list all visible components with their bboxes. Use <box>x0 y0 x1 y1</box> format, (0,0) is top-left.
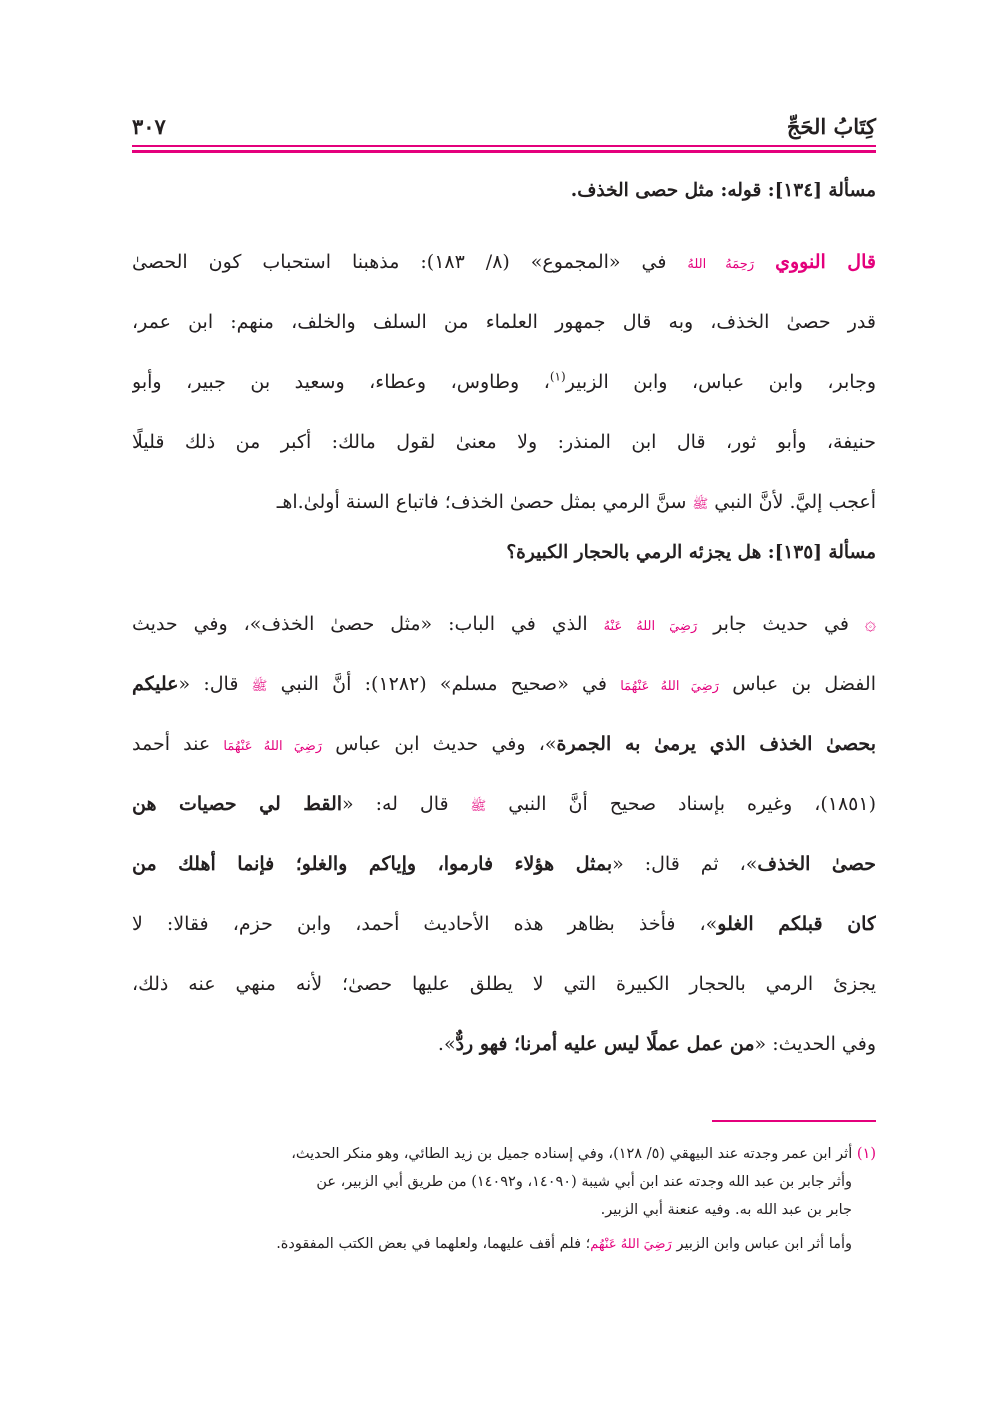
footnote-ref[interactable]: (١) <box>549 369 566 384</box>
text-line: قدر حصىٰ الخذف، وبه قال جمهور العلماء من السلف والخلف، منهم: ابن عمر، <box>132 311 876 333</box>
text-span: »، ثم قال: « <box>612 853 758 875</box>
text-span: قال له: « <box>342 793 449 815</box>
text-span: الذي في الباب: «مثل حصىٰ الخذف»، وفي حديث <box>132 613 588 635</box>
text-line <box>132 352 876 412</box>
text-span: في حديث جابر <box>713 613 849 635</box>
text-span: ؛ فلم أقف عليهما، ولعلهما في بعض الكتب المفقودة. <box>276 1236 591 1252</box>
text-span: سنَّ الرمي بمثل حصىٰ الخذف؛ فاتباع السنة أولىٰ.اهـ <box>276 491 687 513</box>
flower-ornament-icon: ۞ <box>864 613 876 635</box>
header-rule-thick <box>132 150 876 153</box>
footnote-line <box>132 1230 876 1258</box>
text-span: ». <box>437 1033 456 1055</box>
text-span: »، فأخذ بظاهر هذه الأحاديث أحمد، وابن حزم، فقالا: لا <box>132 913 718 935</box>
issue-title: قوله: مثل حصى الخذف. <box>570 180 762 201</box>
footnote-line <box>132 1140 876 1168</box>
text-span: قال: « <box>178 673 239 695</box>
bold-quote: عليكم <box>132 673 179 695</box>
bold-quote: بمثل هؤلاء فارموا، وإياكم والغلو؛ فإنما أهلك من <box>132 853 613 875</box>
text-span: »، وفي حديث ابن عباس <box>335 733 557 755</box>
bold-quote: من عمل عملًا ليس عليه أمرنا؛ فهو ردٌّ <box>455 1033 755 1055</box>
honorific: رَضِيَ اللهُ عَنْهُ <box>603 619 698 634</box>
footnote-separator <box>712 1120 876 1122</box>
text-span: (١٨٥١)، وغيره بإسناد صحيح أنَّ النبي <box>508 793 876 815</box>
footnote-number: (١) <box>856 1146 876 1162</box>
text-span: في «المجموع» (٨/ ١٨٣): مذهبنا استحباب كون الحصىٰ <box>132 251 667 273</box>
honorific: رَضِيَ اللهُ عَنْهُم <box>590 1237 672 1252</box>
running-title: كِتَابُ الحَجِّ <box>786 114 876 139</box>
honorific: ﷺ <box>251 679 268 694</box>
footnote-line: جابر بن عبد الله به. وفيه عنعنة أبي الزبير. <box>600 1202 852 1218</box>
issue-label: مسألة [١٣٤]: <box>767 180 876 201</box>
scholar-name: قال النووي <box>775 251 876 273</box>
main-text <box>132 172 876 1074</box>
issue-heading-135 <box>132 534 876 572</box>
bold-quote: بحصىٰ الخذف الذي يرمىٰ به الجمرة <box>556 733 876 755</box>
paragraph-hadith <box>132 594 876 1074</box>
bold-quote: كان قبلكم الغلو <box>717 913 876 935</box>
bold-quote: حصىٰ الخذف <box>757 853 876 875</box>
issue-label: مسألة [١٣٥]: <box>767 542 876 563</box>
header-rule-thin <box>132 145 876 147</box>
text-span: ، وطاوس، وعطاء، وسعيد بن جبير، وأبو <box>132 371 550 393</box>
text-line <box>132 594 876 654</box>
footnote-line: وأثر جابر بن عبد الله وجدته عند ابن أبي شيبة (١٤٠٩٠، و١٤٠٩٢) من طريق أبي الزبير، عن <box>316 1174 852 1190</box>
text-line <box>132 654 876 714</box>
text-line: حنيفة، وأبو ثور، قال ابن المنذر: ولا معنىٰ لقول مالك: أكبر من ذلك قليلًا <box>132 431 876 453</box>
text-span: أثر ابن عمر وجدته عند البيهقي (٥/ ١٢٨)، وفي إسناده جميل بن زيد الطائي، وهو منكر الحديث، <box>291 1146 853 1162</box>
text-line: يجزئ الرمي بالحجار الكبيرة التي لا يطلق عليها حصىٰ؛ لأنه منهي عنه ذلك، <box>132 973 876 995</box>
text-line <box>132 472 876 532</box>
text-span: وجابر، وابن عباس، وابن الزبير <box>565 371 876 393</box>
text-span: الفضل بن عباس <box>732 673 876 695</box>
bold-quote: القط لي حصيات هن <box>132 793 343 815</box>
text-line <box>132 834 876 894</box>
text-span: عند أحمد <box>132 733 211 755</box>
honorific: رَضِيَ اللهُ عَنْهُمَا <box>620 679 719 694</box>
text-line <box>132 774 876 834</box>
text-span: في «صحيح مسلم» (١٢٨٢): أنَّ النبي <box>280 673 607 695</box>
text-line <box>132 232 876 292</box>
text-line <box>132 1014 876 1074</box>
issue-title: هل يجزئه الرمي بالحجار الكبيرة؟ <box>506 542 762 563</box>
text-span: وأما أثر ابن عباس وابن الزبير <box>676 1236 852 1252</box>
paragraph-nawawi <box>132 232 876 532</box>
footnotes <box>132 1140 876 1258</box>
honorific: رَحِمَهُ اللهُ <box>687 257 755 272</box>
text-line <box>132 714 876 774</box>
text-line <box>132 894 876 954</box>
honorific: رَضِيَ اللهُ عَنْهُمَا <box>223 739 323 754</box>
honorific: ﷺ <box>692 497 709 512</box>
honorific: ﷺ <box>470 799 487 814</box>
page-number: ٣٠٧ <box>132 114 166 139</box>
issue-heading-134 <box>132 172 876 210</box>
text-span: أعجب إليَّ. لأنَّ النبي <box>714 491 876 513</box>
text-span: وفي الحديث: « <box>754 1033 876 1055</box>
